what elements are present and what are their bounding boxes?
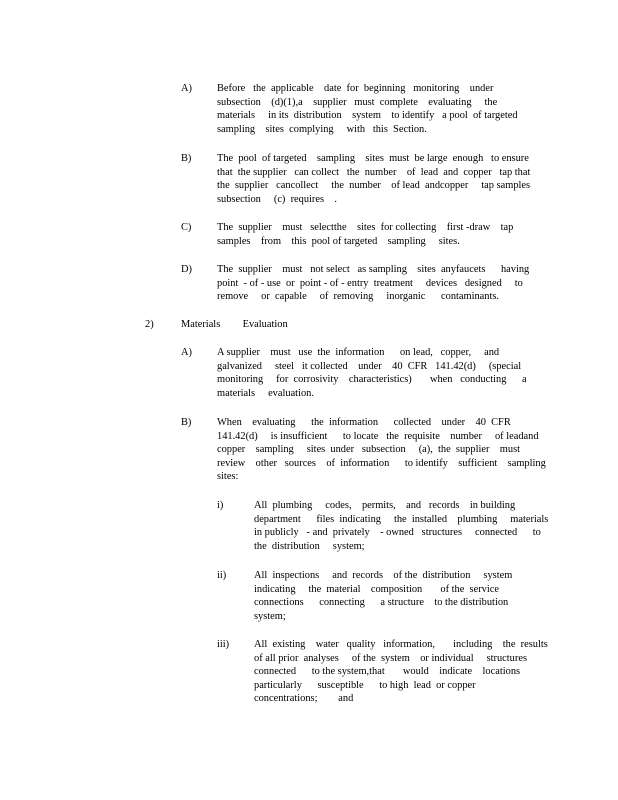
roman-marker-ii: ii) [217, 570, 227, 581]
text-line: particularly susceptible to high lead or copper [254, 679, 476, 691]
text-line: subsection (d)(1),a supplier must complete evaluating the [217, 96, 498, 108]
item-marker-b: B) [181, 153, 192, 164]
section-heading: Materials Evaluation [181, 319, 288, 330]
text-line: that the supplier can collect the number of lead and copper tap that [217, 166, 531, 178]
section-number: 2) [145, 319, 154, 330]
text-line: Before the applicable date for beginning monitoring under [217, 83, 494, 94]
roman-marker-i: i) [217, 500, 224, 511]
text-line: point - of - use or point - of - entry treatment devices designed to [217, 277, 523, 289]
text-line: monitoring for corrosivity characteristics) when conducting a [217, 374, 527, 386]
text-line: All existing water quality information, including the results [254, 639, 548, 650]
text-line: galvanized steel it collected under 40 CFR 141.42(d) (special [217, 360, 522, 372]
subitem-text-a [217, 346, 527, 400]
text-line: review other sources of information to identify sufficient sampling [217, 457, 546, 469]
text-line: A supplier must use the information on lead, copper, and [217, 347, 500, 358]
text-line: the supplier cancollect the number of lead andcopper tap samples [217, 180, 531, 192]
text-line: of all prior analyses of the system or individual structures [254, 652, 527, 664]
text-line: remove or capable of removing inorganic contaminants. [217, 291, 500, 303]
subitem-marker-b: B) [181, 417, 192, 428]
text-line: All plumbing codes, permits, and records in building [254, 500, 516, 511]
text-line: samples from this pool of targeted sampling sites. [217, 235, 460, 247]
text-line: system; [254, 610, 286, 622]
item-marker-c: C) [181, 222, 192, 233]
text-line: The supplier must not select as sampling sites anyfaucets having [217, 264, 530, 275]
roman-text-ii [254, 569, 512, 623]
item-text-b [217, 152, 530, 206]
text-line: When evaluating the information collected under 40 CFR [217, 417, 511, 428]
roman-text-iii [254, 638, 548, 706]
text-line: materials evaluation. [217, 387, 314, 399]
text-line: subsection (c) requires . [217, 193, 338, 205]
text-line: department files indicating the installed plumbing materials [254, 513, 549, 525]
item-marker-a: A) [181, 83, 192, 94]
text-line: concentrations; and [254, 693, 354, 705]
subitem-text-b [217, 416, 546, 484]
text-line: connected to the system,that would indicate locations [254, 666, 521, 678]
text-line: connections connecting a structure to the distribution [254, 597, 509, 609]
roman-marker-iii: iii) [217, 639, 230, 650]
item-marker-d: D) [181, 264, 192, 275]
roman-text-i [254, 499, 548, 553]
text-line: in publicly - and privately - owned structures connected to [254, 527, 541, 539]
text-line: indicating the material composition of the service [254, 583, 499, 595]
text-line: copper sampling sites under subsection (a), the supplier must [217, 444, 521, 456]
text-line: sites: [217, 471, 239, 483]
text-line: the distribution system; [254, 540, 365, 552]
text-line: The pool of targeted sampling sites must be large enough to ensure [217, 153, 529, 164]
item-text-d [217, 263, 529, 304]
text-line: All inspections and records of the distribution system [254, 570, 513, 581]
text-line: 141.42(d) is insufficient to locate the requisite number of leadand [217, 430, 539, 442]
item-text-a [217, 82, 518, 136]
item-text-c [217, 221, 513, 248]
text-line: The supplier must selectthe sites for collecting first -draw tap [217, 222, 514, 233]
subitem-marker-a: A) [181, 347, 192, 358]
text-line: materials in its distribution system to identify a pool of targeted [217, 110, 518, 122]
text-line: sampling sites complying with this Section. [217, 123, 427, 135]
